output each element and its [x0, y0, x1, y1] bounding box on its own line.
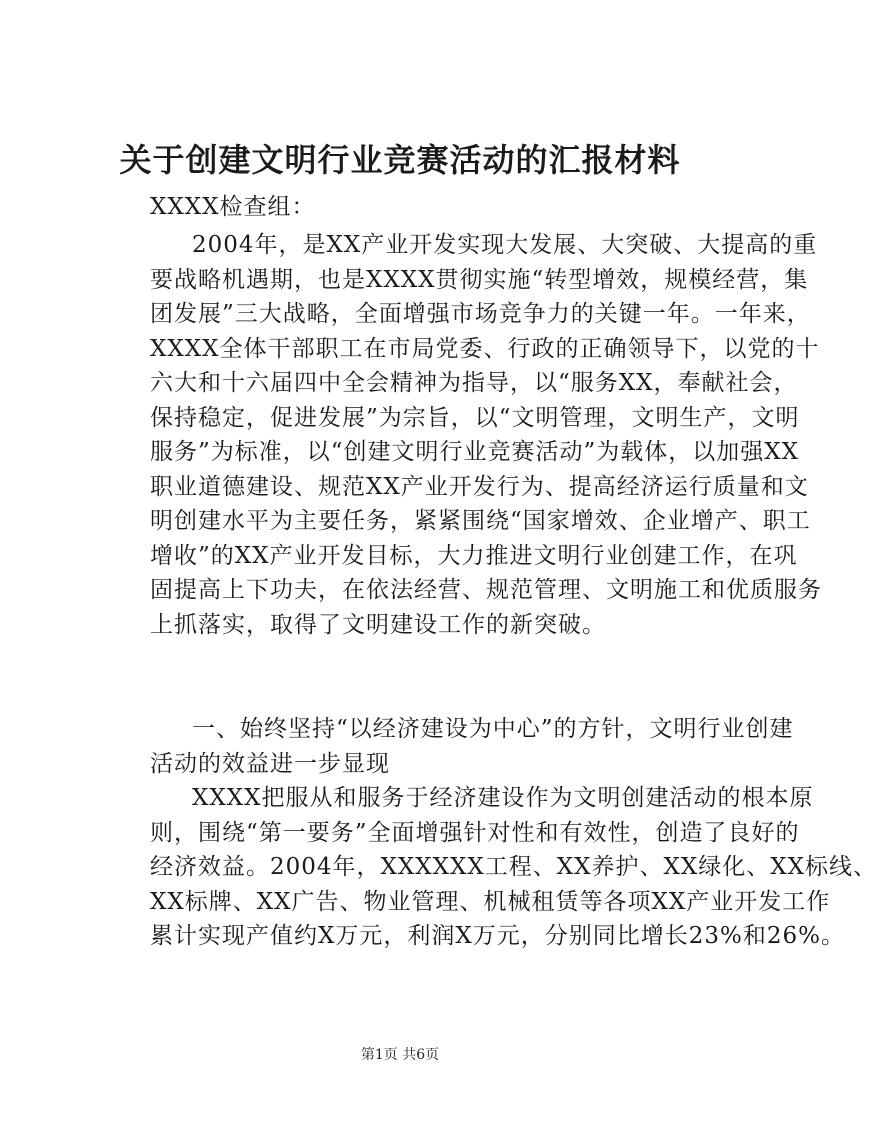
text-line: 则，围绕“第一要务”全面增强针对性和有效性，创造了良好的 — [150, 819, 800, 846]
text-line: 2004年，是XX产业开发实现大发展、大突破、大提高的重 — [192, 232, 818, 258]
text-line: 明创建水平为主要任务，紧紧围绕“国家增效、企业增产、职工 — [150, 508, 811, 534]
text-line: XXXX全体干部职工在市局党委、行政的正确领导下，以党的十 — [150, 335, 820, 362]
salutation: XXXX检查组： — [150, 194, 316, 220]
section-heading-1 — [108, 712, 794, 781]
paragraph-section-1 — [108, 781, 877, 954]
text-line: 保持稳定，促进发展”为宗旨，以“文明管理，文明生产，文明 — [150, 404, 800, 431]
text-line: 增收”的XX产业开发目标，大力推进文明行业创建工作，在巩 — [150, 542, 798, 569]
text-line: 要战略机遇期，也是XXXX贯彻实施“转型增效，规模经营，集 — [150, 266, 809, 293]
text-line: XX标牌、XX广告、物业管理、机械租赁等各项XX产业开发工作 — [150, 888, 831, 915]
text-line: 经济效益。2004年，XXXXXX工程、XX养护、XX绿化、XX标线、 — [150, 854, 877, 880]
text-line: XXXX把服从和服务于经济建设作为文明创建活动的根本原 — [192, 785, 814, 811]
text-line: 职业道德建设、规范XX产业开发行为、提高经济运行质量和文 — [150, 473, 809, 500]
text-line: 六大和十六届四中全会精神为指导，以“服务XX，奉献社会， — [150, 370, 798, 396]
text-line: 一、始终坚持“以经济建设为中心”的方针，文明行业创建 — [192, 716, 794, 742]
paragraph-intro — [108, 228, 822, 642]
text-line: 活动的效益进一步显现 — [150, 750, 390, 777]
text-line: 团发展”三大战略，全面增强市场竞争力的关键一年。一年来， — [150, 301, 811, 327]
text-line: 累计实现产值约X万元，利润X万元，分别同比增长23%和26%。 — [150, 923, 845, 949]
page-number: 第1页 共6页 — [360, 1047, 440, 1063]
text-line: 服务”为标准，以“创建文明行业竞赛活动”为载体，以加强XX — [150, 439, 800, 465]
text-line: 上抓落实，取得了文明建设工作的新突破。 — [150, 611, 606, 638]
document-title: 关于创建文明行业竞赛活动的汇报材料 — [119, 141, 681, 179]
text-line: 固提高上下功夫，在依法经营、规范管理、文明施工和优质服务 — [150, 577, 822, 603]
page-footer — [0, 1045, 800, 1065]
